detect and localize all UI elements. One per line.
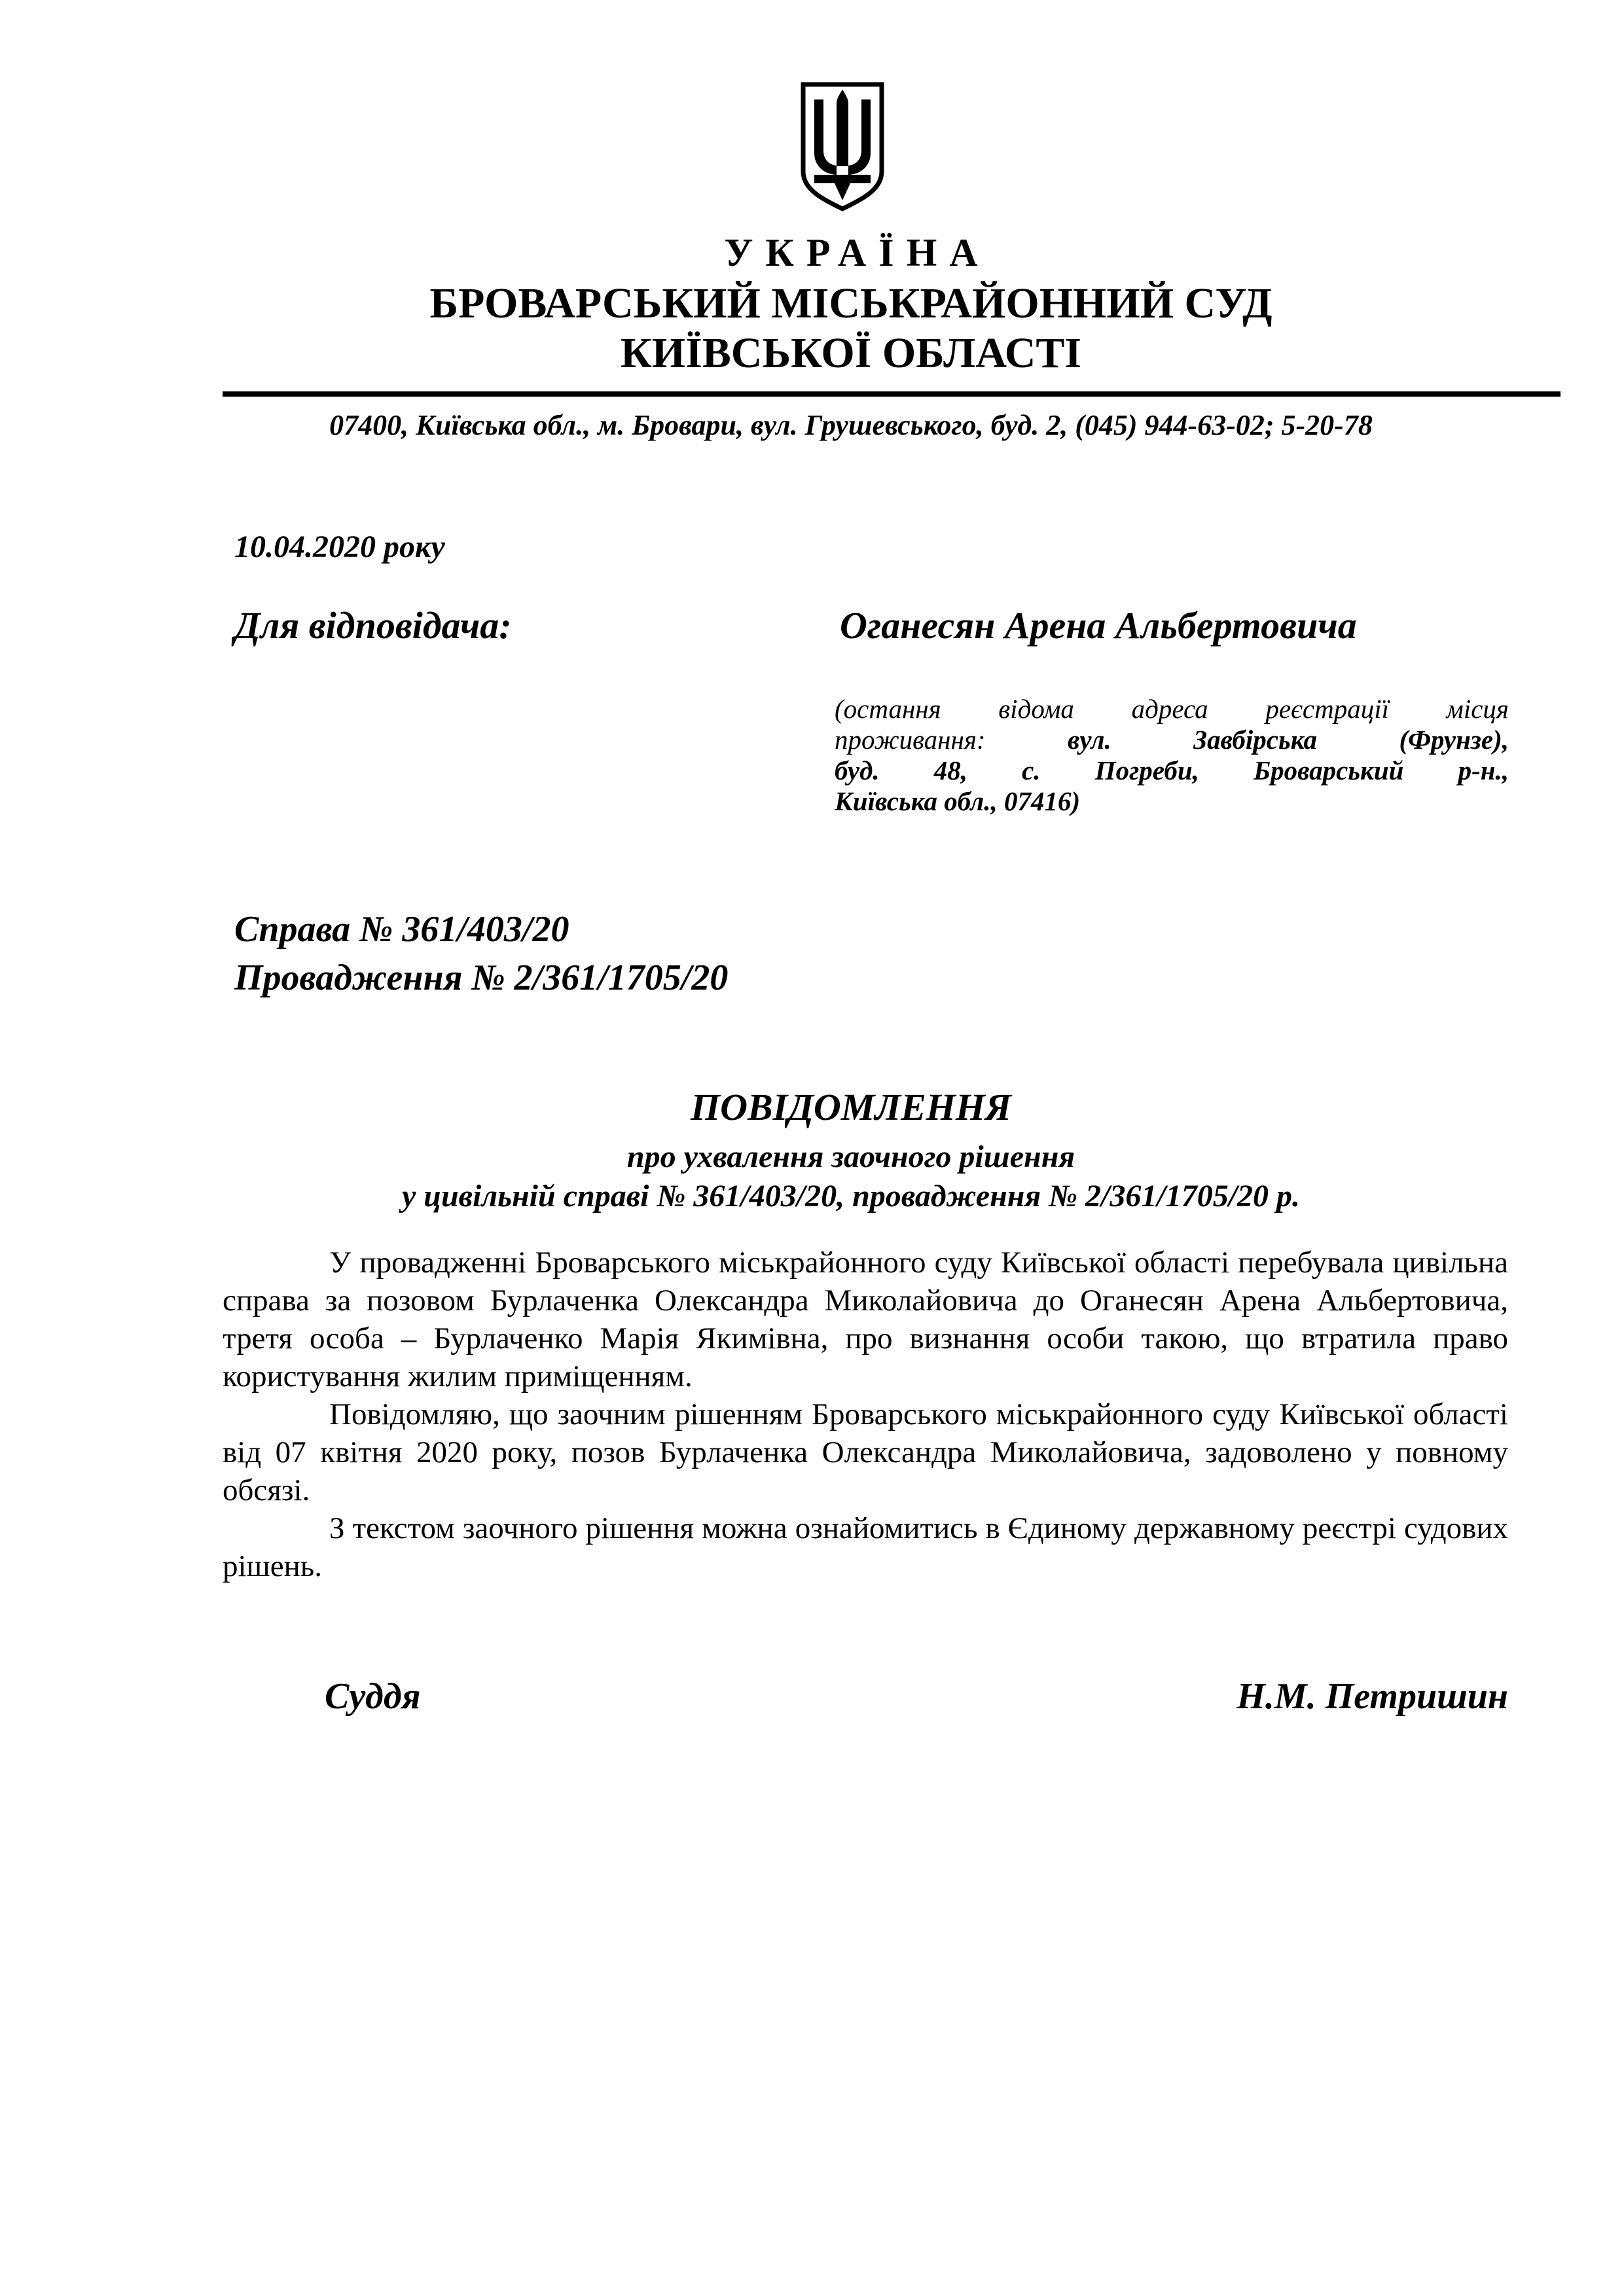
- body-paragraph-2: Повідомляю, що заочним рішенням Броварського міськрайонного суду Київської області від 07 квітня 2020 року, позов Бурлаченка Олександра Миколайовича, задоволено у повному обсязі.: [223, 1397, 1508, 1507]
- proceeding-number-line: Провадження № 2/361/1705/20: [234, 958, 729, 998]
- signature-name: Н.М. Петришин: [1236, 1676, 1508, 1717]
- address-note-line-3: буд. 48, с. Погреби, Броварський р-н.,: [835, 755, 1509, 785]
- address-note-line-2-regular: проживання:: [835, 725, 1068, 755]
- notice-title: ПОВІДОМЛЕННЯ: [691, 1086, 1011, 1128]
- notice-subtitle-2: у цивільній справі № 361/403/20, провадження № 2/361/1705/20 р.: [401, 1179, 1301, 1213]
- country-title: УКРАЇНА: [724, 231, 990, 274]
- address-note-line-4: Київська обл., 07416): [835, 786, 1081, 816]
- notice-subtitle-1: про ухвалення заочного рішення: [626, 1139, 1075, 1174]
- notice-body: [223, 1244, 1508, 1585]
- body-paragraph-3: З текстом заочного рішення можна ознайомитись в Єдиному державному реєстрі судових рішень.: [223, 1511, 1508, 1583]
- court-name-title: БРОВАРСЬКИЙ МІСЬКРАЙОННИЙ СУД: [429, 279, 1272, 327]
- court-address-line: 07400, Київська обл., м. Бровари, вул. Грушевського, буд. 2, (045) 944-63-02; 5-20-78: [329, 409, 1373, 441]
- document-date: 10.04.2020 року: [234, 529, 445, 564]
- signature-row: [223, 1676, 1508, 1717]
- recipient-label: Для відповідача:: [234, 604, 512, 647]
- recipient-address-note: [835, 694, 1509, 817]
- court-region-title: КИЇВСЬКОЇ ОБЛАСТІ: [620, 329, 1082, 377]
- signature-role: Суддя: [325, 1676, 421, 1717]
- header-divider: [223, 391, 1561, 397]
- body-paragraph-1: У провадженні Броварського міськрайонного суду Київської області перебувала цивільна справа за позовом Бурлаченка Олександра Миколайовича до Оганесян Арена Альбертовича, третя особа – Бурлаченко Марія Якимівна, про визнання особи такою, що втратила право користування жилим приміщенням.: [223, 1246, 1508, 1393]
- address-note-line-2: [835, 725, 1509, 755]
- address-note-line-2-bold: вул. Завбірська (Фрунзе),: [1068, 725, 1509, 755]
- case-number-line: Справа № 361/403/20: [234, 909, 569, 950]
- address-note-line-1: (остання відома адреса реєстрації місця: [835, 694, 1509, 724]
- recipient-name: Оганесян Арена Альбертовича: [840, 604, 1357, 647]
- ukraine-trident-icon: [797, 80, 888, 213]
